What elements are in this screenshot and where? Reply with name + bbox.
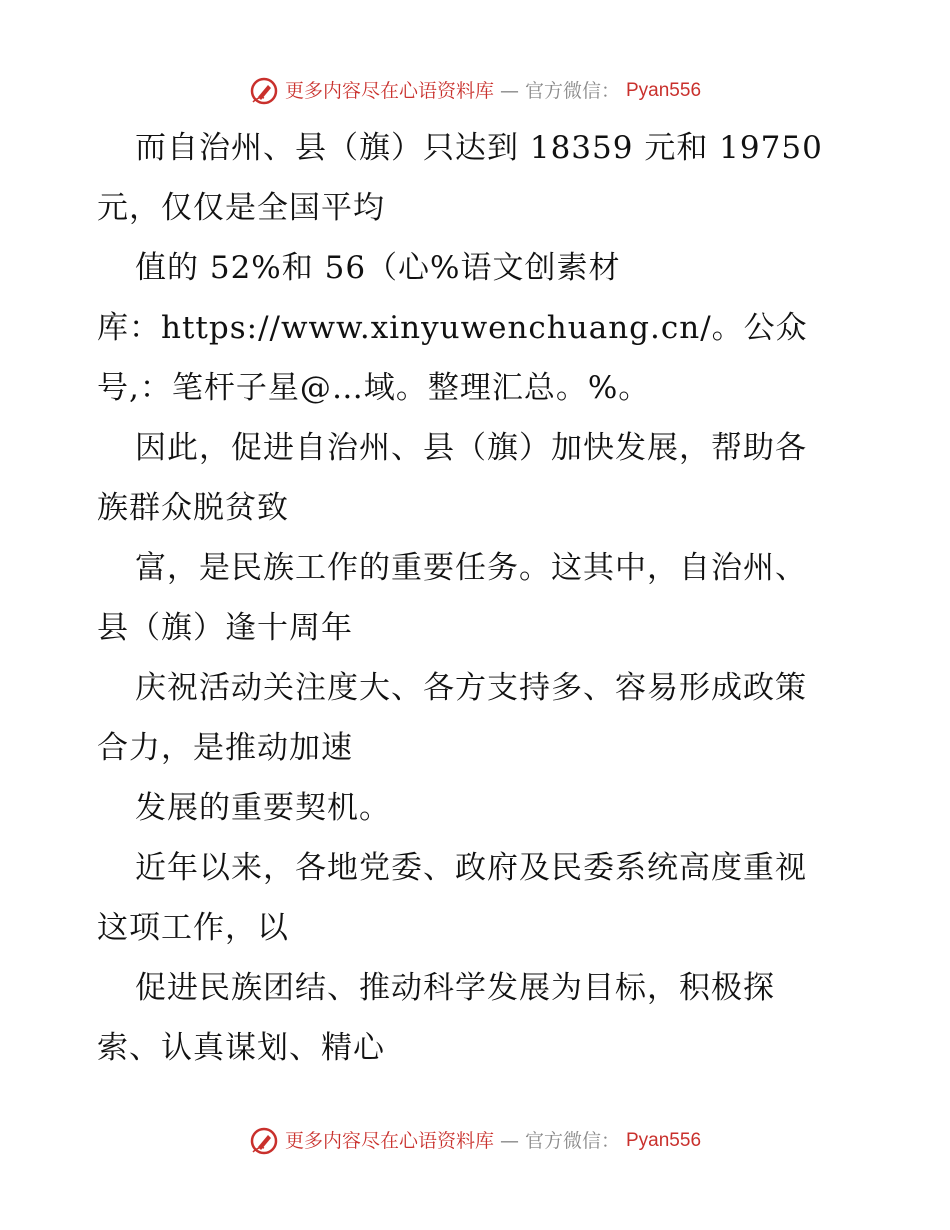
text-line: 元，仅仅是全国平均: [97, 190, 385, 226]
watermark-wechat-id: Pyan556: [626, 1130, 702, 1151]
watermark-dash: —: [499, 80, 519, 102]
watermark-wechat-label: 官方微信：: [524, 80, 620, 102]
text-line: 县（旗）逢十周年: [97, 610, 353, 646]
text-line: 索、认真谋划、精心: [97, 1030, 385, 1066]
footer-watermark: [0, 1126, 950, 1156]
header-watermark: [0, 76, 950, 106]
text-line: 库：https://www.xinyuwenchuang.cn/。公众: [97, 310, 808, 346]
watermark-dash: —: [499, 1130, 519, 1152]
text-line: 这项工作，以: [97, 910, 289, 946]
text-line: 因此，促进自治州、县（旗）加快发展，帮助各: [135, 430, 807, 466]
pen-logo-icon: [249, 1126, 279, 1156]
text-line: 促进民族团结、推动科学发展为目标，积极探: [135, 970, 775, 1006]
text-line: 庆祝活动关注度大、各方支持多、容易形成政策: [135, 670, 807, 706]
text-line: 近年以来，各地党委、政府及民委系统高度重视: [135, 850, 807, 886]
text-line: 发展的重要契机。: [135, 790, 391, 826]
watermark-main-text: 更多内容尽在心语资料库: [284, 80, 494, 102]
text-line: 合力，是推动加速: [97, 730, 353, 766]
text-line: 号,：笔杆子星@…域。整理汇总。%。: [97, 370, 651, 406]
text-line: 而自治州、县（旗）只达到 18359 元和 19750: [135, 130, 823, 166]
text-line: 富，是民族工作的重要任务。这其中，自治州、: [135, 550, 807, 586]
pen-logo-icon: [249, 76, 279, 106]
text-line: 值的 52%和 56（心%语文创素材: [135, 250, 621, 286]
document-body: [97, 118, 867, 1078]
watermark-wechat-label: 官方微信：: [524, 1130, 620, 1152]
watermark-wechat-id: Pyan556: [626, 80, 702, 101]
text-line: 族群众脱贫致: [97, 490, 289, 526]
watermark-main-text: 更多内容尽在心语资料库: [284, 1130, 494, 1152]
